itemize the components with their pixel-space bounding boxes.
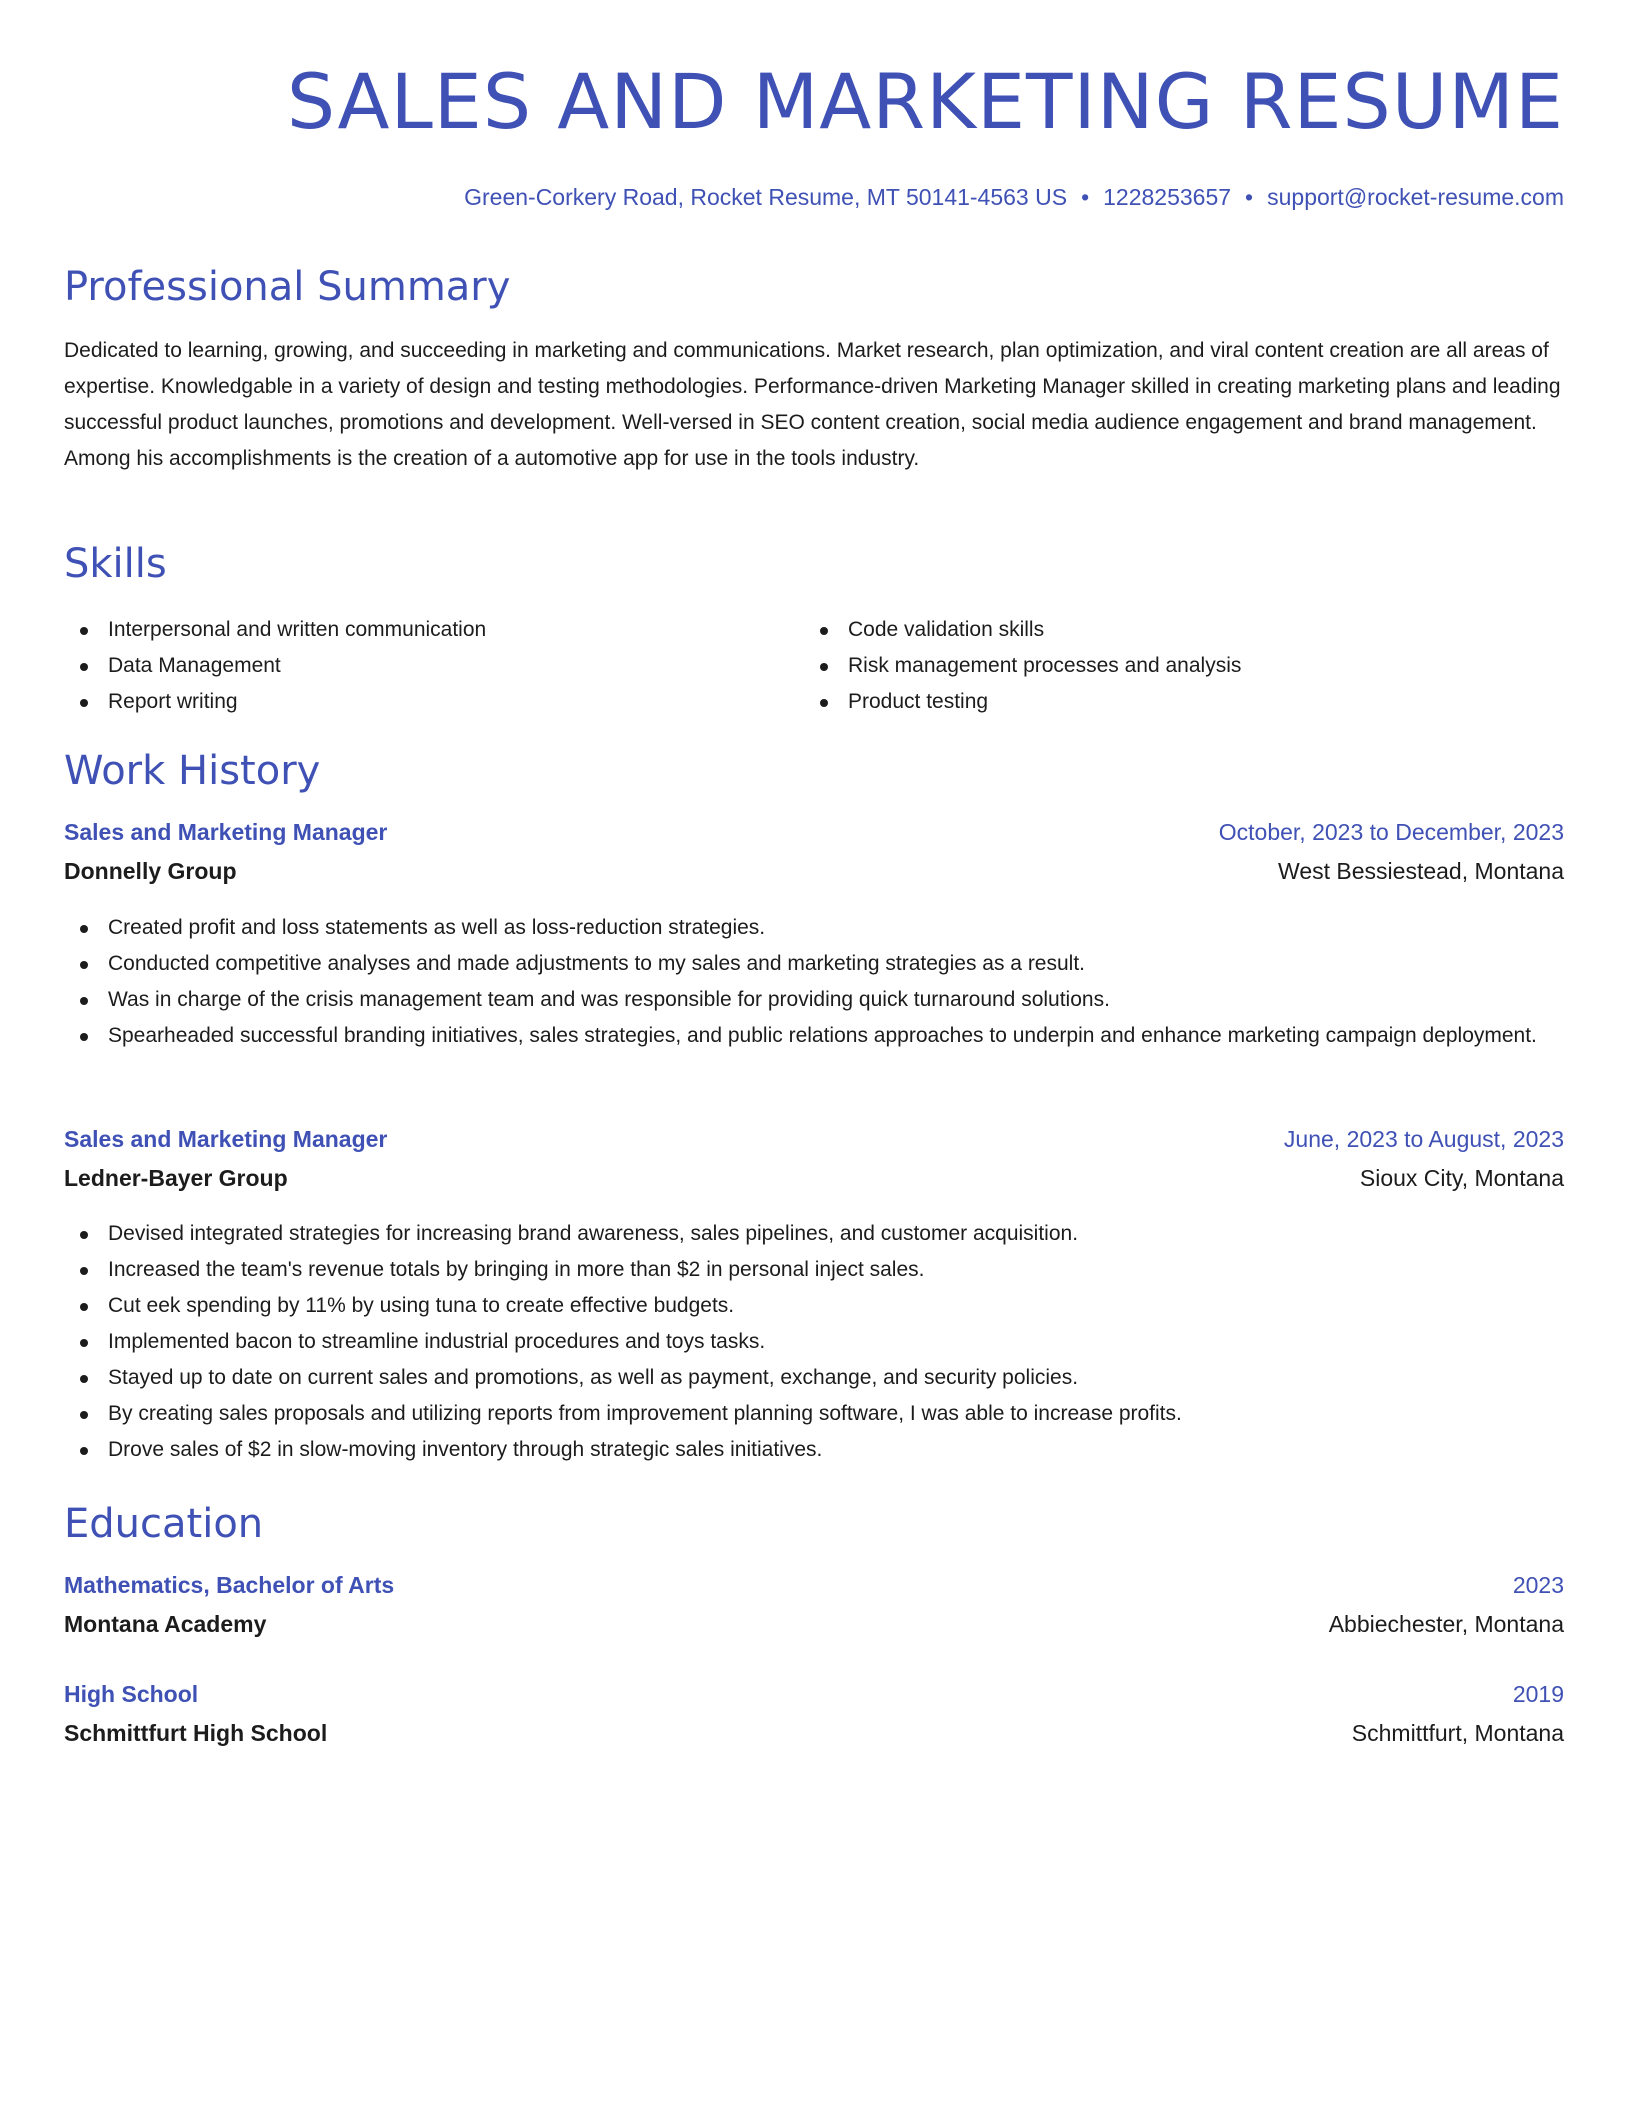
job-location: West Bessiestead, Montana [1278,858,1564,884]
skills-heading: Skills [64,541,167,587]
skill-item: Code validation skills [804,612,1544,648]
education-school: Schmittfurt High School [64,1720,328,1746]
job-bullet: Stayed up to date on current sales and promotions, as well as payment, exchange, and security policies. [64,1360,1564,1396]
education-school: Montana Academy [64,1611,267,1637]
skill-item: Product testing [804,684,1544,720]
work-history-heading: Work History [64,748,321,794]
skills-list [64,612,1564,720]
education-degree: High School [64,1681,199,1707]
job-bullet-list [64,910,1564,1054]
job-bullet: Increased the team's revenue totals by bringing in more than $2 in personal inject sales. [64,1252,1564,1288]
job-bullet: Implemented bacon to streamline industrial procedures and toys tasks. [64,1324,1564,1360]
job-bullet: Spearheaded successful branding initiatives, sales strategies, and public relations approaches to underpin and enhance marketing campaign deployment. [64,1018,1564,1054]
job-company: Ledner-Bayer Group [64,1165,288,1191]
job-bullet-list [64,1216,1564,1468]
education-entry [64,1568,1564,1641]
skill-item: Risk management processes and analysis [804,648,1544,684]
skills-column-right [804,612,1544,720]
education-degree: Mathematics, Bachelor of Arts [64,1572,395,1598]
skill-item: Interpersonal and written communication [64,612,804,648]
education-year: 2019 [1512,1681,1564,1707]
contact-separator: • [1081,184,1090,210]
education-location: Schmittfurt, Montana [1351,1720,1564,1746]
contact-address: Green-Corkery Road, Rocket Resume, MT 50141-4563 US [464,184,1068,210]
job-company: Donnelly Group [64,858,237,884]
contact-email: support@rocket-resume.com [1267,184,1564,210]
education-heading: Education [64,1501,264,1547]
skill-item: Data Management [64,648,804,684]
skill-item: Report writing [64,684,804,720]
job-bullet: By creating sales proposals and utilizing reports from improvement planning software, I was able to increase profits. [64,1396,1564,1432]
education-entry [64,1677,1564,1750]
job-location: Sioux City, Montana [1359,1165,1564,1191]
skills-column-left [64,612,804,720]
job-dates: June, 2023 to August, 2023 [1283,1126,1564,1152]
summary-text: Dedicated to learning, growing, and succeeding in marketing and communications. Market research, plan optimization, and viral content creation are all areas of expertise. Knowledgable in a variety of design and testing methodologies. Performance-driven Marketing Manager skilled in creating marketing plans and leading successful product launches, promotions and development. Well-versed in SEO content creation, social media audience engagement and brand management. Among his accomplishments is the creation of a automotive app for use in the tools industry. [64,339,1561,470]
contact-phone: 1228253657 [1103,184,1232,210]
job-bullet: Created profit and loss statements as well as loss-reduction strategies. [64,910,1564,946]
contact-separator: • [1245,184,1254,210]
contact-line [64,180,1564,214]
job-bullet: Cut eek spending by 11% by using tuna to create effective budgets. [64,1288,1564,1324]
job-title: Sales and Marketing Manager [64,819,388,845]
resume-title: SALES AND MARKETING RESUME [286,57,1564,146]
job-dates: October, 2023 to December, 2023 [1218,819,1564,845]
job-bullet: Drove sales of $2 in slow-moving inventory through strategic sales initiatives. [64,1432,1564,1468]
job-entry-header [64,1122,1564,1195]
job-bullet: Devised integrated strategies for increasing brand awareness, sales pipelines, and customer acquisition. [64,1216,1564,1252]
education-year: 2023 [1512,1572,1564,1598]
education-location: Abbiechester, Montana [1328,1611,1564,1637]
job-bullet: Was in charge of the crisis management team and was responsible for providing quick turnaround solutions. [64,982,1564,1018]
summary-heading: Professional Summary [64,264,511,310]
job-entry-header [64,815,1564,888]
job-title: Sales and Marketing Manager [64,1126,388,1152]
job-bullet: Conducted competitive analyses and made adjustments to my sales and marketing strategies as a result. [64,946,1564,982]
